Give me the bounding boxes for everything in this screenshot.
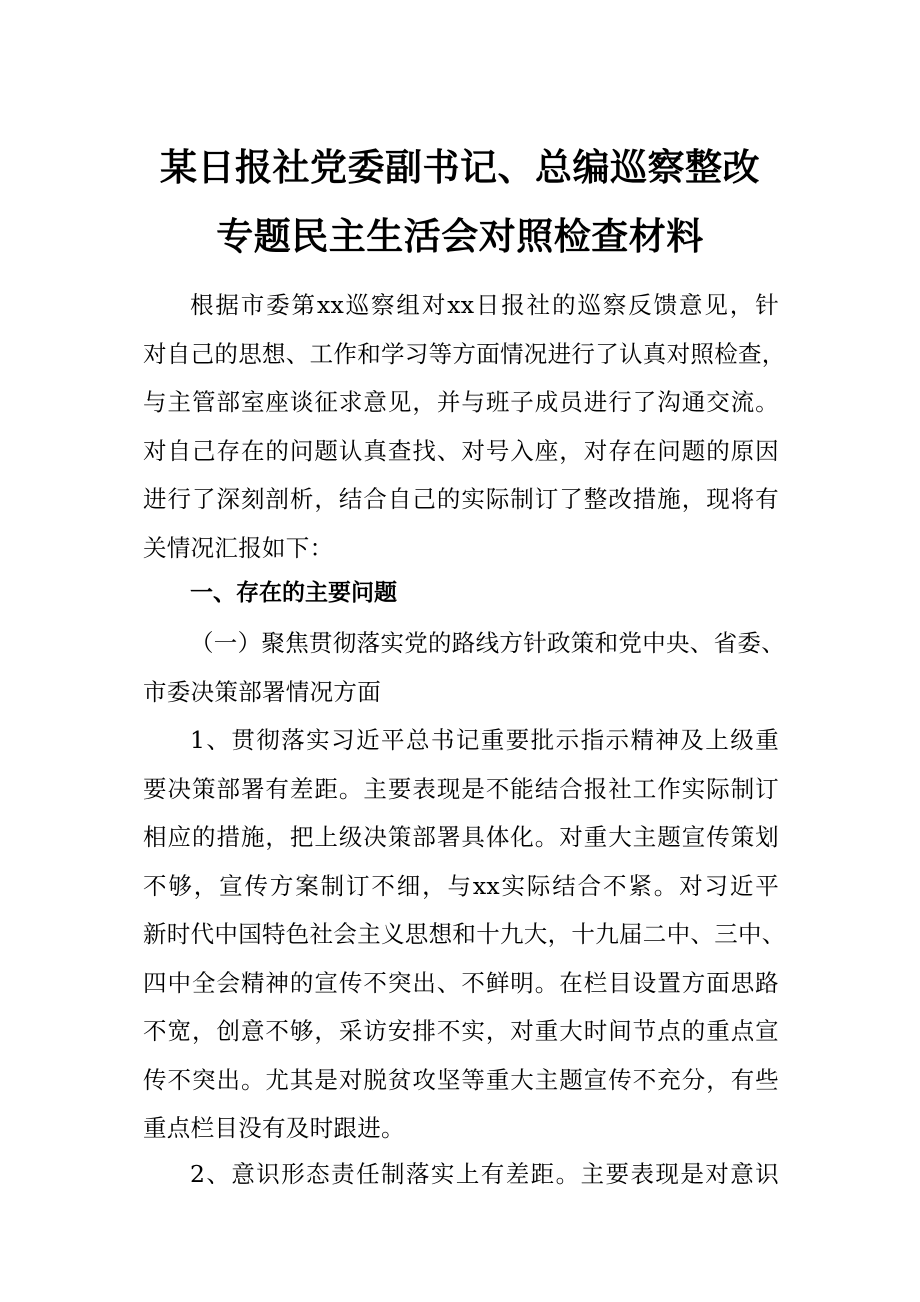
paragraph-line: 关情况汇报如下： (143, 533, 334, 562)
paragraph-line: 对自己的思想、工作和学习等方面情况进行了认真对照检查， (143, 339, 786, 368)
paragraph-line: 相应的措施，把上级决策部署具体化。对重大主题宣传策划 (143, 823, 779, 851)
paragraph-line: 1、贯彻落实习近平总书记重要批示指示精神及上级重 (190, 726, 779, 754)
paragraph-line: 四中全会精神的宣传不突出、不鲜明。在栏目设置方面思路 (143, 968, 779, 997)
paragraph-line: 传不突出。尤其是对脱贫攻坚等重大主题宣传不充分，有些 (143, 1065, 779, 1094)
paragraph-line: 根据市委第xx巡察组对xx日报社的巡察反馈意见，针 (190, 291, 779, 319)
document-title-line-2: 专题民主生活会对照检查材料 (216, 215, 704, 258)
intro-paragraph (143, 281, 786, 572)
paragraph-line: 重点栏目没有及时跟进。 (143, 1114, 405, 1142)
subsection-paragraph (143, 619, 785, 716)
item-1-paragraph (143, 716, 786, 1153)
paragraph-line: （一）聚焦贯彻落实党的路线方针政策和党中央、省委、 (190, 629, 785, 657)
paragraph-line: 不够，宣传方案制订不细，与xx实际结合不紧。对习近平 (143, 871, 779, 900)
document-title-line-1: 某日报社党委副书记、总编巡察整改 (160, 146, 760, 189)
section-heading: 一、存在的主要问题 (190, 580, 397, 606)
paragraph-line: 市委决策部署情况方面 (143, 677, 381, 706)
paragraph-line: 新时代中国特色社会主义思想和十九大，十九届二中、三中、 (143, 920, 786, 948)
paragraph-line: 对自己存在的问题认真查找、对号入座，对存在问题的原因 (143, 436, 779, 465)
paragraph-line: 2、意识形态责任制落实上有差距。主要表现是对意识 (190, 1160, 779, 1188)
item-2-paragraph (143, 1150, 779, 1199)
paragraph-line: 要决策部署有差距。主要表现是不能结合报社工作实际制订 (143, 774, 779, 803)
paragraph-line: 进行了深刻剖析，结合自己的实际制订了整改措施，现将有 (143, 485, 779, 513)
paragraph-line: 与主管部室座谈征求意见，并与班子成员进行了沟通交流。 (143, 388, 779, 416)
paragraph-line: 不宽，创意不够，采访安排不实，对重大时间节点的重点宣 (143, 1017, 779, 1045)
